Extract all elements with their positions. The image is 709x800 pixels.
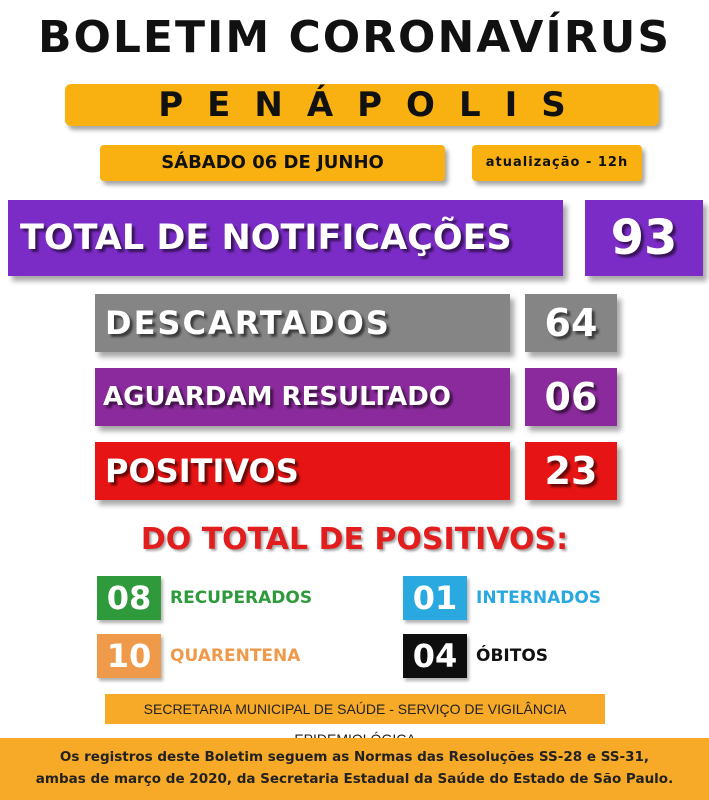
positive-bar — [95, 442, 510, 500]
quarantine-count: 10 — [97, 634, 161, 678]
department-name: SECRETARIA MUNICIPAL DE SAÚDE - SERVIÇO DE VIGILÂNCIA — [143, 701, 567, 717]
city-banner — [65, 84, 659, 126]
positive-count-box — [525, 442, 617, 500]
positives-breakdown-title: DO TOTAL DE POSITIVOS: — [140, 522, 569, 557]
total-notifications-count: 93 — [610, 210, 678, 266]
deaths-count: 04 — [403, 634, 467, 678]
quarantine-label: QUARENTENA — [170, 646, 301, 666]
awaiting-count-box — [525, 368, 617, 426]
update-time: atualização - 12h — [485, 155, 629, 170]
hospitalized-count: 01 — [403, 576, 467, 620]
date-banner — [100, 145, 445, 181]
city-name: PENÁPOLIS — [158, 85, 590, 125]
footer-note — [0, 738, 709, 800]
discarded-label: DESCARTADOS — [105, 304, 391, 342]
total-notifications-bar — [8, 200, 563, 276]
department-banner — [105, 694, 605, 724]
deaths-label: ÓBITOS — [476, 646, 549, 666]
awaiting-bar — [95, 368, 510, 426]
total-notifications-label: TOTAL DE NOTIFICAÇÕES — [20, 218, 512, 258]
recovered-count: 08 — [97, 576, 161, 620]
awaiting-count: 06 — [544, 375, 598, 419]
discarded-count-box — [525, 294, 617, 352]
bulletin-date: SÁBADO 06 DE JUNHO — [161, 152, 384, 173]
positive-count: 23 — [544, 449, 598, 493]
footer-line-2: ambas de março de 2020, da Secretaria Estadual da Saúde do Estado de São Paulo. — [35, 771, 674, 787]
recovered-label: RECUPERADOS — [170, 588, 313, 608]
discarded-bar — [95, 294, 510, 352]
discarded-count: 64 — [544, 301, 598, 345]
hospitalized-label: INTERNADOS — [476, 588, 602, 608]
footer-line-1: Os registros deste Boletim seguem as Normas das Resoluções SS-28 e SS-31, — [59, 749, 650, 765]
awaiting-label: AGUARDAM RESULTADO — [103, 382, 451, 412]
update-banner — [472, 145, 642, 181]
positive-label: POSITIVOS — [105, 452, 299, 490]
total-notifications-count-box — [585, 200, 703, 276]
bulletin-title: BOLETIM CORONAVÍRUS — [37, 12, 672, 63]
